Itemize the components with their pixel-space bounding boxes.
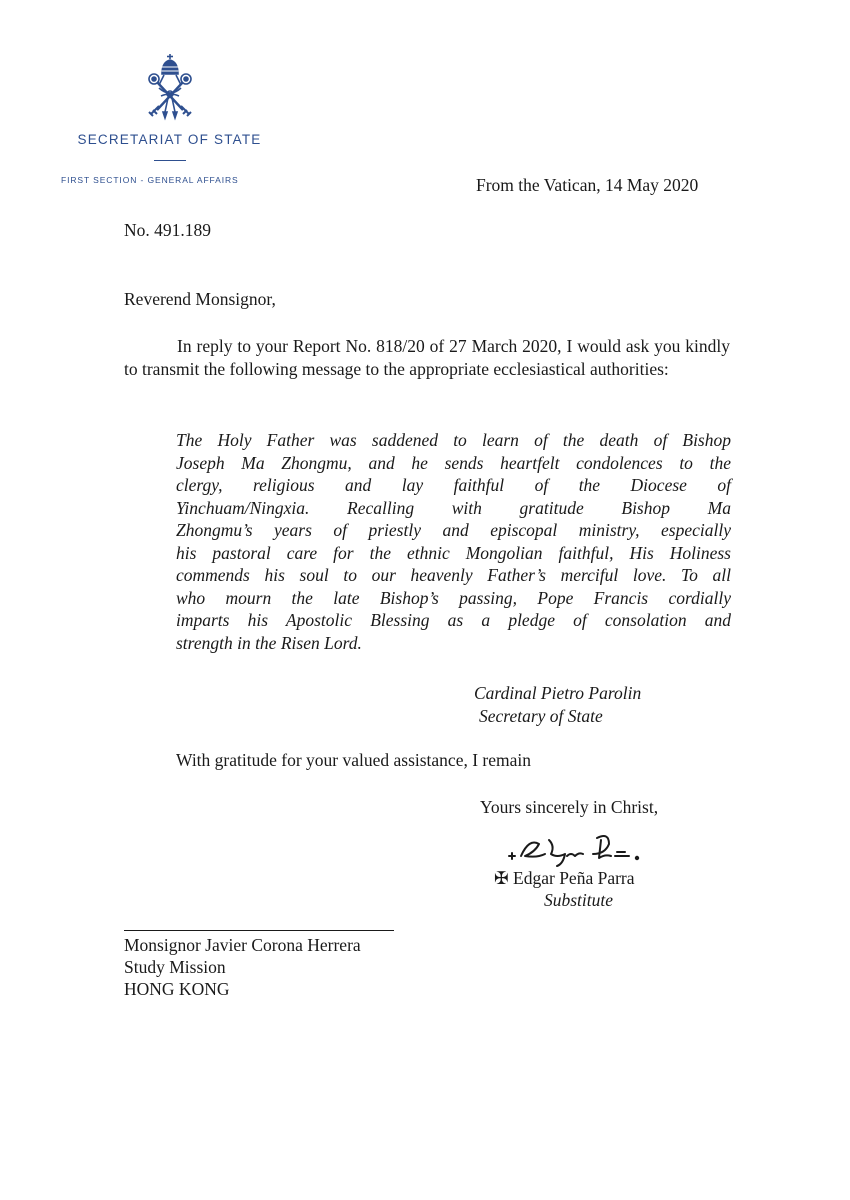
- message-line: strength in the Risen Lord.: [176, 632, 362, 653]
- handwritten-signature: [505, 828, 655, 868]
- message-line: his pastoral care for the ethnic Mongolian faithful, His Holiness: [176, 542, 731, 563]
- papal-coat-of-arms-icon: [135, 52, 205, 124]
- office-name: SECRETARIAT OF STATE: [77, 132, 262, 147]
- intro-paragraph: In reply to your Report No. 818/20 of 27 March 2020, I would ask you kindly to transmit the following message to the appropriate ecclesiastical authorities:: [124, 336, 730, 379]
- addressee-rule: [124, 930, 394, 931]
- message-signatory-title: Secretary of State: [479, 706, 603, 726]
- protocol-number: No. 491.189: [124, 220, 212, 240]
- message-signatory-name: Cardinal Pietro Parolin: [474, 683, 642, 703]
- addressee-line: Study Mission: [124, 957, 226, 977]
- message-line: clergy, religious and lay faithful of the Diocese of: [176, 475, 731, 495]
- valediction: Yours sincerely in Christ,: [480, 797, 659, 817]
- signer-name: ✠ Edgar Peña Parra: [494, 868, 635, 888]
- addressee-line: Monsignor Javier Corona Herrera: [124, 935, 361, 955]
- closing-line: With gratitude for your valued assistance, I remain: [176, 750, 532, 770]
- dateline: From the Vatican, 14 May 2020: [476, 175, 699, 195]
- message-line: who mourn the late Bishop’s passing, Pope Francis cordially: [176, 587, 731, 608]
- message-line: commends his soul to our heavenly Father’s merciful love. To all: [176, 565, 731, 585]
- message-line: Zhongmu’s years of priestly and episcopal ministry, especially: [176, 520, 731, 540]
- section-name: FIRST SECTION - GENERAL AFFAIRS: [61, 175, 239, 185]
- message-line: Yinchuam/Ningxia. Recalling with gratitude Bishop Ma: [176, 497, 731, 518]
- message-line: imparts his Apostolic Blessing as a pledge of consolation and: [176, 610, 731, 630]
- message-line: The Holy Father was saddened to learn of the death of Bishop: [176, 430, 731, 450]
- signer-title: Substitute: [544, 890, 614, 910]
- addressee-line: HONG KONG: [124, 979, 230, 999]
- message-line: Joseph Ma Zhongmu, and he sends heartfelt condolences to the: [176, 452, 731, 473]
- letterhead-divider: [154, 160, 186, 161]
- salutation: Reverend Monsignor,: [124, 289, 276, 309]
- condolence-message: [176, 429, 731, 654]
